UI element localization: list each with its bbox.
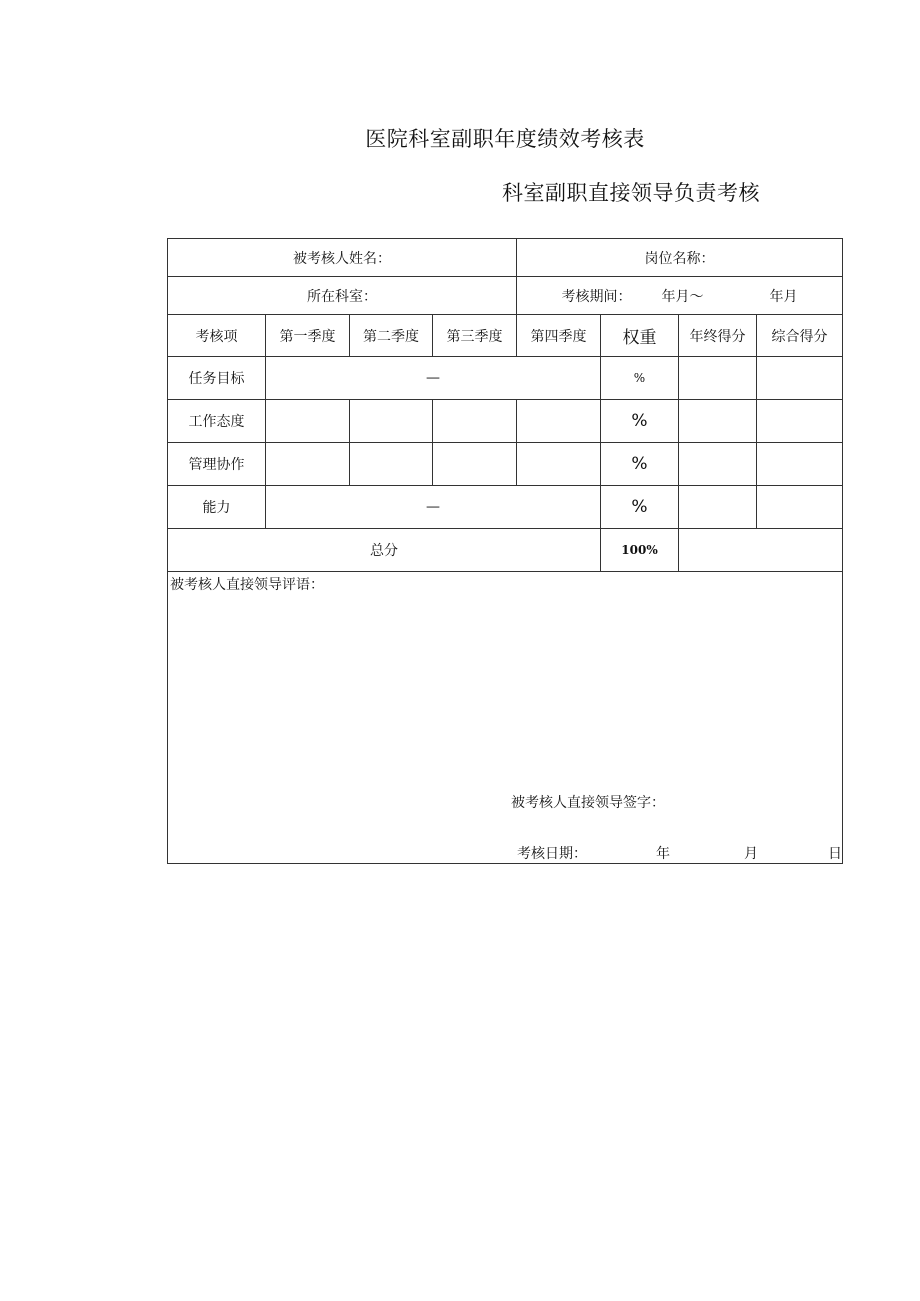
q3-cell[interactable] [433, 400, 517, 443]
signature-label: 被考核人直接领导签字： [511, 795, 665, 811]
q1-cell[interactable] [266, 443, 350, 486]
info-row-name [168, 239, 843, 277]
quarters-merged-cell: — [266, 486, 601, 529]
page-title: 医院科室副职年度绩效考核表 [365, 127, 645, 151]
comment-row [168, 572, 843, 864]
comment-label: 被考核人直接领导评语： [170, 577, 324, 593]
date-month: 月 [744, 846, 758, 862]
table-row [168, 443, 843, 486]
period-field[interactable] [517, 277, 843, 315]
page-subtitle: 科室副职直接领导负责考核 [502, 181, 760, 205]
header-weight: 权重 [601, 315, 679, 357]
date-day: 日 [828, 846, 842, 862]
department-label: 所在科室： [307, 288, 377, 305]
overall-score-cell[interactable] [757, 443, 843, 486]
header-q4: 第四季度 [517, 315, 601, 357]
table-row [168, 486, 843, 529]
annual-score-cell[interactable] [679, 443, 757, 486]
department-field[interactable] [168, 277, 517, 315]
weight-cell[interactable]: % [601, 486, 679, 529]
header-overall-score: 综合得分 [757, 315, 843, 357]
item-label: 工作态度 [168, 400, 266, 443]
overall-score-cell[interactable] [757, 486, 843, 529]
q4-cell[interactable] [517, 443, 601, 486]
date-label: 考核日期： [517, 846, 587, 862]
position-field[interactable] [517, 239, 843, 277]
info-row-department [168, 277, 843, 315]
item-label: 能力 [168, 486, 266, 529]
item-label: 任务目标 [168, 357, 266, 400]
q2-cell[interactable] [350, 443, 433, 486]
header-item: 考核项 [168, 315, 266, 357]
annual-score-cell[interactable] [679, 357, 757, 400]
header-q3: 第三季度 [433, 315, 517, 357]
weight-cell[interactable]: % [601, 400, 679, 443]
comment-area[interactable] [168, 572, 843, 864]
header-q1: 第一季度 [266, 315, 350, 357]
q2-cell[interactable] [350, 400, 433, 443]
header-row [168, 315, 843, 357]
period-label: 考核期间： [561, 288, 632, 305]
annual-score-cell[interactable] [679, 400, 757, 443]
position-label: 岗位名称： [644, 250, 715, 267]
weight-cell[interactable]: % [601, 357, 679, 400]
name-label: 被考核人姓名： [293, 250, 391, 267]
assessment-table [167, 238, 843, 864]
quarters-merged-cell: — [266, 357, 601, 400]
total-score-cell[interactable] [679, 529, 843, 572]
header-annual-score: 年终得分 [679, 315, 757, 357]
period-end: 年月 [769, 288, 798, 305]
annual-score-cell[interactable] [679, 486, 757, 529]
total-label: 总分 [168, 529, 601, 572]
total-row [168, 529, 843, 572]
name-field[interactable] [168, 239, 517, 277]
date-year: 年 [656, 846, 670, 862]
q3-cell[interactable] [433, 443, 517, 486]
overall-score-cell[interactable] [757, 400, 843, 443]
table-row [168, 357, 843, 400]
table-row [168, 400, 843, 443]
q1-cell[interactable] [266, 400, 350, 443]
weight-cell[interactable]: % [601, 443, 679, 486]
q4-cell[interactable] [517, 400, 601, 443]
header-q2: 第二季度 [350, 315, 433, 357]
overall-score-cell[interactable] [757, 357, 843, 400]
total-weight: 100% [601, 529, 679, 572]
period-start: 年月～ [661, 288, 704, 305]
item-label: 管理协作 [168, 443, 266, 486]
